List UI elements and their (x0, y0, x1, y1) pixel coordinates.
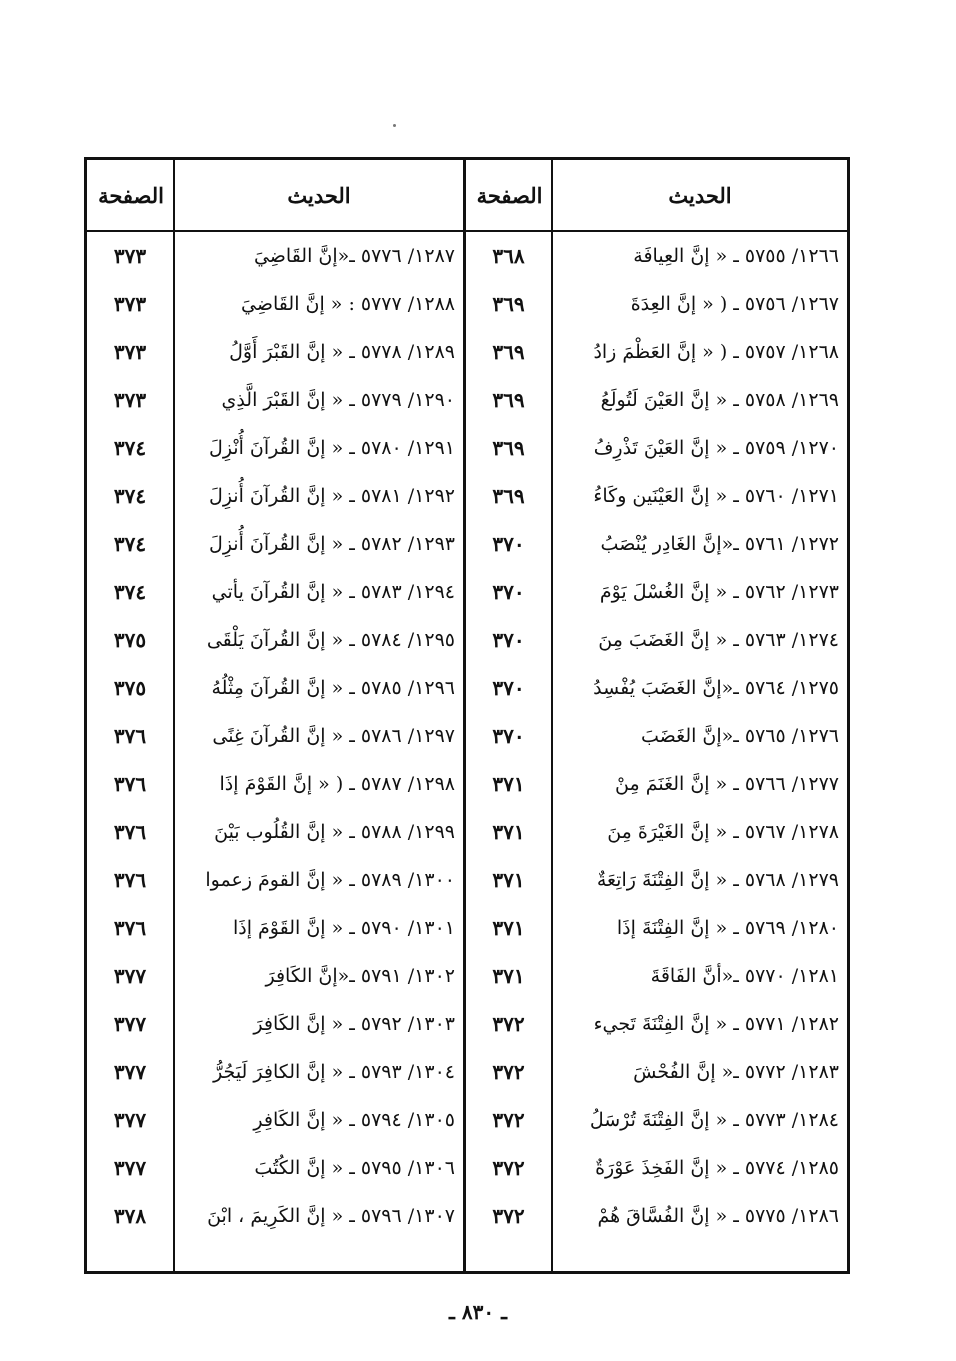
hadith-entry-cell: ١٢٨٨/ ٥٧٧٧ : « إنَّ القَاضِيَ (241, 293, 455, 315)
hadith-entry-cell: ١٢٨٤/ ٥٧٧٣ ـ « إنَّ الفِتْنَةَ تُرْسَلُ (589, 1109, 839, 1131)
page-number-cell: ٣٧٧ (113, 1156, 147, 1180)
hadith-entry-cell: ١٢٩٤/ ٥٧٨٣ ـ « إنَّ القُرآنَ يأتي (211, 581, 455, 603)
table-row (87, 712, 847, 760)
hadith-entry-cell: ١٢٨٠/ ٥٧٦٩ ـ « إنَّ الفِتْنَةَ إذَا (616, 917, 839, 939)
hadith-entry-cell: ١٢٨٢/ ٥٧٧١ ـ « إنَّ الفِتْنَةَ تَجيء (593, 1013, 839, 1035)
hadith-entry-cell: ١٢٨٥/ ٥٧٧٤ ـ « إنَّ الفَخِذَ عَوْرَةٌ (595, 1157, 839, 1179)
hadith-entry-cell: ١٢٨١/ ٥٧٧٠ ـ«أنَّ الفَاقَةَ (650, 965, 839, 987)
hadith-entry-cell: ١٢٦٩/ ٥٧٥٨ ـ « إنَّ العَيْنَ لَتُولَعُ (600, 389, 839, 411)
hadith-entry-cell: ١٢٩٣/ ٥٧٨٢ ـ « إنَّ القُرآنَ أُنزِلَ (209, 533, 455, 555)
page-number-cell: ٣٧٧ (113, 1012, 147, 1036)
page-number-cell: ٣٧٠ (492, 532, 525, 556)
page-number-cell: ٣٦٩ (492, 388, 525, 412)
page-number-cell: ٣٧٨ (113, 1204, 147, 1228)
table-row (87, 568, 847, 616)
hadith-entry-cell: ١٣٠٧/ ٥٧٩٦ ـ « إنَّ الكَرِيمَ ، ابْنَ (207, 1205, 455, 1227)
hadith-entry-cell: ١٢٧٩/ ٥٧٦٨ ـ « إنَّ الفِتْنَةَ رَاتِعَةٌ (596, 869, 839, 891)
hadith-entry-cell: ١٢٧٥/ ٥٧٦٤ ـ«إنَّ الغَضَبَ يُفْسِدُ (593, 677, 839, 699)
hadith-entry-cell: ١٢٦٨/ ٥٧٥٧ ـ ( « إنَّ العَظْمَ زادُ (593, 341, 839, 363)
hadith-entry-cell: ١٢٧٧/ ٥٧٦٦ ـ « إنَّ الغَنَمَ مِنْ (615, 773, 839, 795)
table-row (87, 856, 847, 904)
page-number-cell: ٣٦٨ (492, 244, 525, 268)
hadith-entry-cell: ١٢٩٨/ ٥٧٨٧ ـ ( « إنَّ القَوْمَ إذَا (219, 773, 455, 795)
header-hadith-left: الحديث (287, 182, 351, 208)
hadith-entry-cell: ١٢٧١/ ٥٧٦٠ ـ « إنَّ العَيْنَين وكَاءُ (593, 485, 839, 507)
page-number-cell: ٣٧٣ (113, 292, 147, 316)
table-row (87, 424, 847, 472)
table-row (87, 760, 847, 808)
table-row (87, 904, 847, 952)
page-number-cell: ٣٧٤ (113, 484, 147, 508)
page-number-cell: ٣٧٢ (492, 1156, 525, 1180)
table-row (87, 616, 847, 664)
page-number-cell: ٣٧٠ (492, 628, 525, 652)
hadith-entry-cell: ١٢٨٣/ ٥٧٧٢ ـ« إنَّ الفُحْشَ (633, 1061, 839, 1083)
table-row (87, 232, 847, 280)
table-row (87, 280, 847, 328)
hadith-entry-cell: ١٢٧٢/ ٥٧٦١ ـ«إنَّ الغَادِر يُنْصَبُ (600, 533, 839, 555)
hadith-entry-cell: ١٣٠٤/ ٥٧٩٣ ـ « إنَّ الكافِرَ لَيَجُرُّ (213, 1061, 455, 1083)
page-number-cell: ٣٧٤ (113, 580, 147, 604)
hadith-entry-cell: ١٢٧٤/ ٥٧٦٣ ـ « إنَّ الغَضَبَ مِنَ (598, 629, 839, 651)
hadith-entry-cell: ١٢٩٥/ ٥٧٨٤ ـ « إنَّ القُرآنَ يَلْقَى (206, 629, 455, 651)
page-number-cell: ٣٧٣ (113, 388, 147, 412)
page-number-cell: ٣٧٢ (492, 1012, 525, 1036)
hadith-entry-cell: ١٢٧٨/ ٥٧٦٧ ـ « إنَّ الغَيْرَةَ مِنَ (607, 821, 839, 843)
page-number-cell: ٣٧١ (492, 868, 525, 892)
page-number-cell: ٣٧٦ (113, 916, 147, 940)
hadith-entry-cell: ١٣٠٦/ ٥٧٩٥ ـ « إنَّ الكُتُبَ (254, 1157, 455, 1179)
hadith-entry-cell: ١٢٨٦/ ٥٧٧٥ ـ « إنَّ الفُسَّاقَ هُمْ (597, 1205, 839, 1227)
table-row (87, 1192, 847, 1240)
header-page-right: الصفحة (476, 182, 543, 208)
page-number-cell: ٣٧٦ (113, 772, 147, 796)
page-number-cell: ٣٧٧ (113, 964, 147, 988)
hadith-entry-cell: ١٣٠٥/ ٥٧٩٤ ـ « إنَّ الكَافِرِ (253, 1109, 455, 1131)
hadith-entry-cell: ١٢٩٠/ ٥٧٧٩ ـ « إنَّ القَبْرَ الَّذِي (221, 389, 455, 411)
hadith-entry-cell: ١٢٦٦/ ٥٧٥٥ ـ « إنَّ العِيافَة (633, 245, 839, 267)
scan-speck (393, 124, 396, 127)
header-hadith-right: الحديث (668, 182, 732, 208)
page-number-cell: ٣٦٩ (492, 436, 525, 460)
hadith-entry-cell: ١٢٧٠/ ٥٧٥٩ ـ « إنَّ العَيْنَ تَذْرِفُ (593, 437, 839, 459)
hadith-entry-cell: ١٢٩١/ ٥٧٨٠ ـ « إنَّ القُرآنَ أُنْزِلَ (209, 437, 455, 459)
page-number-cell: ٣٧١ (492, 820, 525, 844)
table-row (87, 1144, 847, 1192)
hadith-entry-cell: ١٢٩٦/ ٥٧٨٥ ـ « إنَّ القُرآنَ مِثْلُهُ (211, 677, 455, 699)
page-number-cell: ٣٧٦ (113, 868, 147, 892)
hadith-entry-cell: ١٢٩٧/ ٥٧٨٦ ـ « إنَّ القُرآنَ غِنًى (212, 725, 455, 747)
hadith-index-table (84, 157, 850, 1274)
page-number-cell: ٣٧٦ (113, 724, 147, 748)
page-number-cell: ٣٧٧ (113, 1108, 147, 1132)
page-number-cell: ٣٧٦ (113, 820, 147, 844)
hadith-entry-cell: ١٣٠١/ ٥٧٩٠ ـ « إنَّ القَوْمَ إذَا (232, 917, 455, 939)
table-row (87, 1096, 847, 1144)
page-number-cell: ٣٦٩ (492, 484, 525, 508)
table-row (87, 664, 847, 712)
table-row (87, 376, 847, 424)
page-number-cell: ٣٧٢ (492, 1108, 525, 1132)
hadith-entry-cell: ١٣٠٣/ ٥٧٩٢ ـ « إنَّ الكَافِرَ (253, 1013, 455, 1035)
hadith-entry-cell: ١٢٩٢/ ٥٧٨١ ـ « إنَّ القُرآنَ أُنزِلَ (209, 485, 455, 507)
header-page-left: الصفحة (98, 182, 164, 208)
hadith-entry-cell: ١٢٩٩/ ٥٧٨٨ ـ « إنَّ القُلُوب بَيْنَ (214, 821, 455, 843)
page-number-cell: ٣٧١ (492, 964, 525, 988)
page-number-cell: ٣٧٢ (492, 1060, 525, 1084)
table-row (87, 1048, 847, 1096)
page-number-cell: ٣٧٤ (113, 532, 147, 556)
hadith-entry-cell: ١٢٧٦/ ٥٧٦٥ ـ«إنَّ الغَضَبَ (641, 725, 839, 747)
page-number-cell: ٣٧٥ (113, 676, 147, 700)
page-number-cell: ٣٦٩ (492, 292, 525, 316)
hadith-entry-cell: ١٢٦٧/ ٥٧٥٦ ـ ( « إنَّ العِدَةَ (630, 293, 839, 315)
table-header-row (87, 160, 847, 232)
hadith-entry-cell: ١٣٠٢/ ٥٧٩١ ـ«إنَّ الكَافِرَ (265, 965, 455, 987)
page-number-cell: ٣٧٢ (492, 1204, 525, 1228)
table-row (87, 952, 847, 1000)
table-row (87, 328, 847, 376)
page-number-cell: ٣٧٣ (113, 244, 147, 268)
page-number-cell: ٣٧٣ (113, 340, 147, 364)
hadith-entry-cell: ١٢٧٣/ ٥٧٦٢ ـ « إنَّ الغُسْلَ يَوْمَ (599, 581, 839, 603)
table-row (87, 472, 847, 520)
page-number-cell: ٣٧٠ (492, 724, 525, 748)
page-number-cell: ٣٧٤ (113, 436, 147, 460)
hadith-entry-cell: ١٢٨٩/ ٥٧٧٨ ـ « إنَّ القَبْرَ أَوَّلُ (229, 341, 455, 363)
hadith-entry-cell: ١٢٨٧/ ٥٧٧٦ ـ«إنَّ القَاضِيَ (253, 245, 455, 267)
page-number: ـ ٨٣٠ ـ (449, 1300, 507, 1324)
page-number-cell: ٣٧٠ (492, 676, 525, 700)
page-number-cell: ٣٧١ (492, 916, 525, 940)
page-number-cell: ٣٧٧ (113, 1060, 147, 1084)
page-number-cell: ٣٧٠ (492, 580, 525, 604)
page-number-cell: ٣٧١ (492, 772, 525, 796)
table-row (87, 808, 847, 856)
page-number-cell: ٣٦٩ (492, 340, 525, 364)
hadith-entry-cell: ١٣٠٠/ ٥٧٨٩ ـ « إنَّ القومَ زعموا (205, 869, 455, 891)
page-number-cell: ٣٧٥ (113, 628, 147, 652)
table-row (87, 520, 847, 568)
table-row (87, 1000, 847, 1048)
